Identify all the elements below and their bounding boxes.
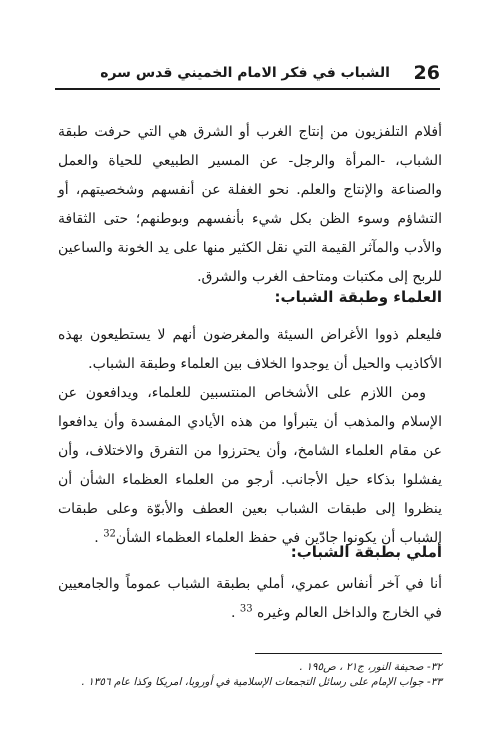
page-header [55, 60, 440, 90]
footnote-33: ٣٣- جواب الإمام على رسائل التجمعات الإسلامية في أوروبا، امريكا وكذا عام ١٣٥٦ . [81, 676, 442, 688]
footnotes [58, 660, 442, 690]
paragraph-body: ومن اللازم على الأشخاص المنتسبين للعلماء، ويدافعون عن الإسلام والمذهب أن يتبرأوا من هذه الأيادي المفسدة وأن يدافعوا عن مقام العلماء الشامخ، وأن يحترزوا من التفرق والاختلاف، وأن يفشلوا بذكاء حيل الأجانب. أرجو من العلماء العظماء الشأن أن ينظروا إلى طبقات الشباب بعين العطف والأبوّة وعلى طبقات الشباب أن يكونوا جادّين في حفظ العلماء العظماء الشأن$^{32}$ . [58, 385, 442, 546]
paragraph-text: أنا في آخر أنفاس عمري، أملي بطبقة الشباب عموماً والجامعيين في الخارج والداخل العالم وغيره [58, 576, 442, 621]
section-heading-hope: أملي بطبقة الشباب: [290, 543, 442, 561]
footnote-ref-33: 33 [239, 603, 253, 615]
paragraph-intro [58, 118, 442, 292]
footnote-rule [255, 653, 442, 654]
footnote-ref-32: 32 [103, 528, 116, 540]
paragraph-hope [58, 570, 442, 628]
section-heading-scholars-youth: العلماء وطبقة الشباب: [274, 288, 442, 306]
paragraph-scholars [58, 321, 442, 379]
paragraph-body: أنا في آخر أنفاس عمري، أملي بطبقة الشباب عموماً والجامعيين في الخارج والداخل العالم وغيره $^{33}$ . [58, 576, 442, 621]
paragraph-text: أفلام التلفزيون من إنتاج الغرب أو الشرق هي التي حرفت طبقة الشباب، -المرأة والرجل- عن المسير الطبيعي للحياة والعمل والصناعة والإنتاج والعلم. نحو الغفلة عن أنفسهم وشخصيتهم، أو التشاؤم وسوء الظن بكل شيء بأنفسهم وبوطنهم؛ حتى الثقافة والأدب والمآثر القيمة التي نقل الكثير منها على يد الخونة والساعين للربح إلى مكتبات ومتاحف الغرب والشرق. [58, 124, 442, 285]
paragraph-text: فليعلم ذووا الأغراض السيئة والمغرضون أنهم لا يستطيعون بهذه الأكاذيب والحيل أن يوجدوا الخلاف بين العلماء وطبقة الشباب. [58, 327, 442, 372]
header-rule [55, 88, 440, 90]
paragraph-duty [58, 379, 442, 553]
paragraph-text: ومن اللازم على الأشخاص المنتسبين للعلماء، ويدافعون عن الإسلام والمذهب أن يتبرأوا من هذه الأيادي المفسدة وأن يدافعوا عن مقام العلماء الشامخ، وأن يحترزوا من التفرق والاختلاف، وأن يفشلوا بذكاء حيل الأجانب. أرجو من العلماء العظماء الشأن أن ينظروا إلى طبقات الشباب بعين العطف والأبوّة وعلى طبقات الشباب أن يكونوا جادّين في حفظ العلماء العظماء الشأن [58, 385, 442, 546]
footnote-32: ٣٢- صحيفة النور، ج٢١ ، ص١٩٥ . [299, 661, 442, 673]
running-title: الشباب في فكر الامام الخميني قدس سره [100, 65, 390, 81]
page-number: 26 [413, 62, 440, 84]
